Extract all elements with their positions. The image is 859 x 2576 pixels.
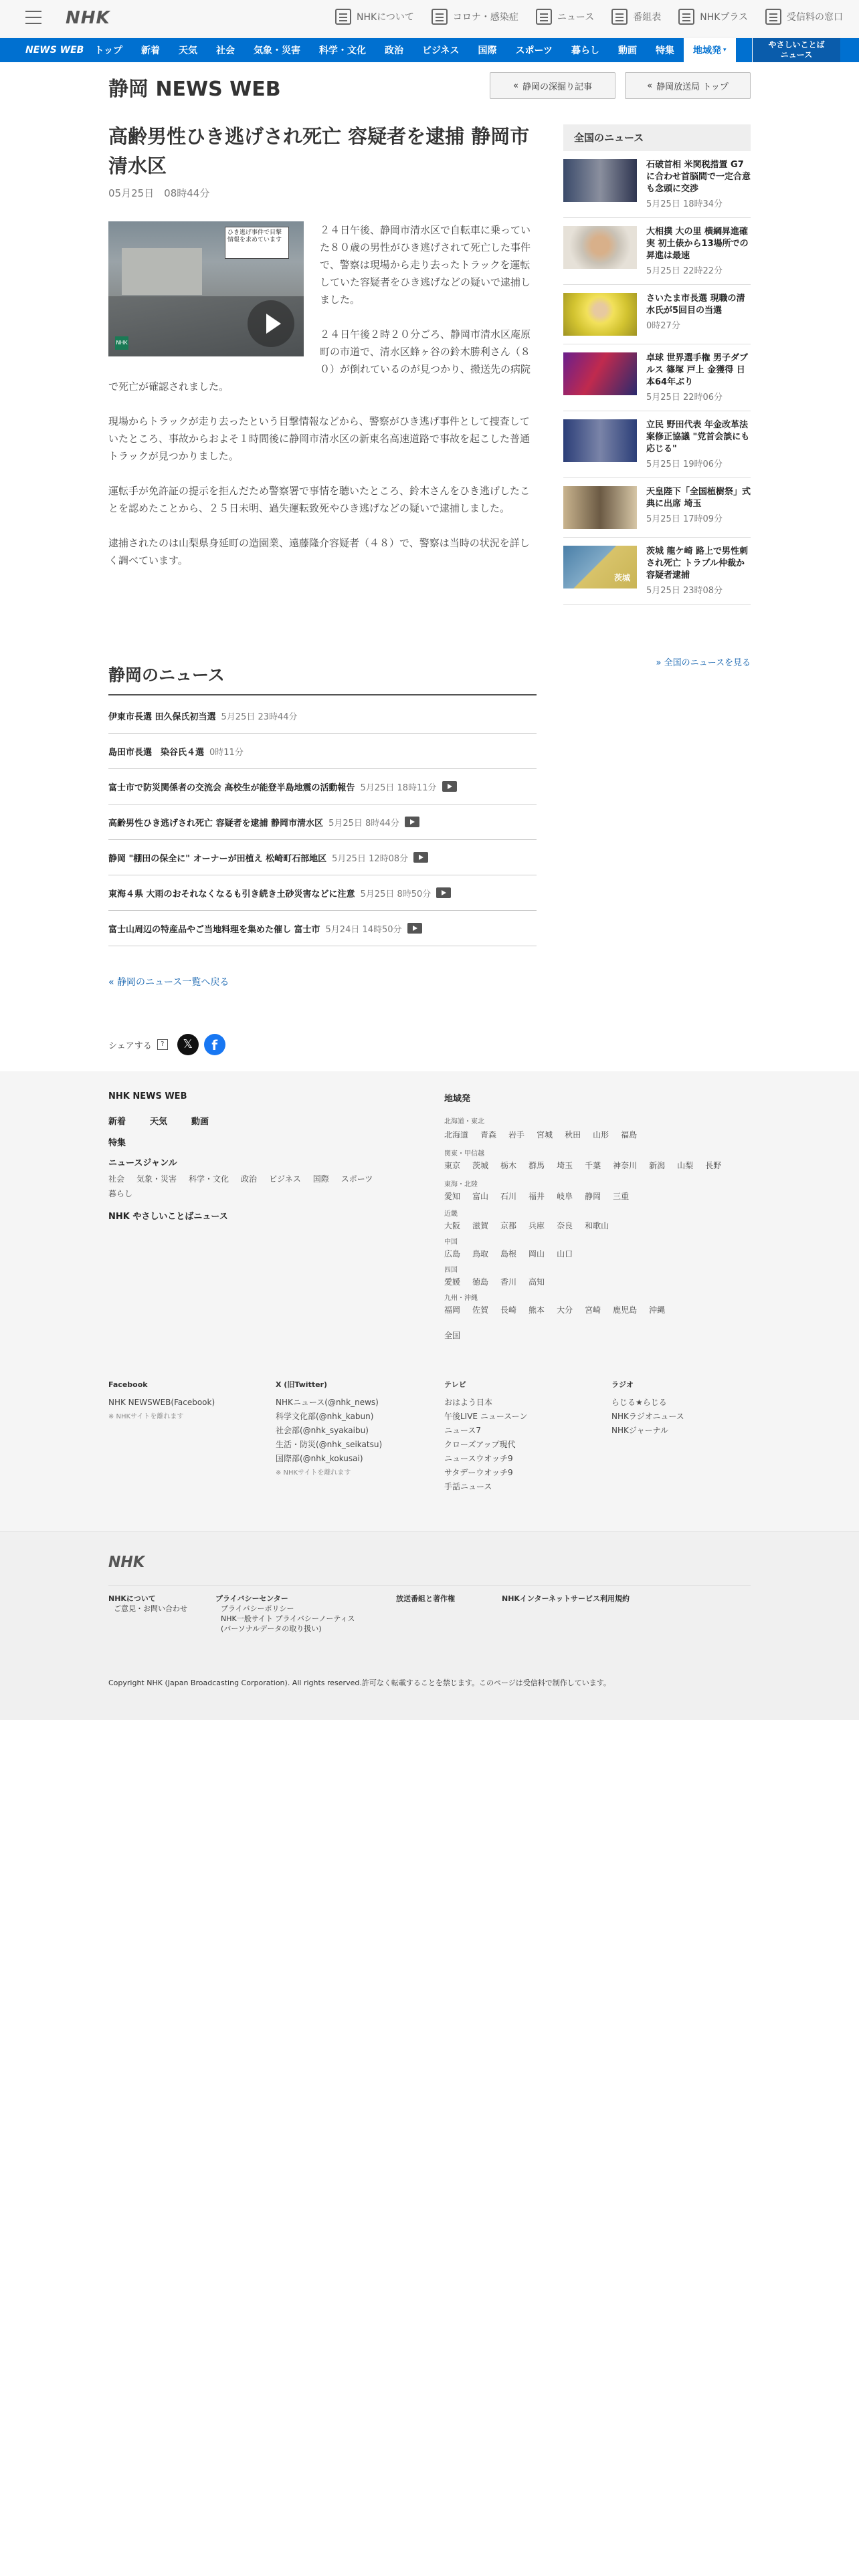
- nav-item-society[interactable]: 社会: [215, 45, 235, 56]
- station-top-button[interactable]: « 静岡放送局 トップ: [625, 72, 751, 99]
- pref-link[interactable]: 奈良: [557, 1221, 573, 1230]
- national-link[interactable]: 全国: [444, 1331, 461, 1340]
- video-icon: [405, 817, 419, 827]
- news-thumbnail: [563, 352, 637, 395]
- pref-link[interactable]: 岡山: [529, 1249, 545, 1259]
- pref-link[interactable]: 福岡: [444, 1305, 461, 1315]
- nav-item-sports[interactable]: スポーツ: [515, 45, 553, 56]
- nhk-logo[interactable]: NHK: [66, 8, 110, 28]
- region-national-row: [444, 1329, 460, 1341]
- sidebar-news-item[interactable]: さいたま市長選 現職の清水氏が5回目の当選 0時27分: [563, 285, 751, 344]
- footer-x-col: X (旧Twitter) NHKニュース(@nhk_news) 科学文化部(@nhk_kabun) 社会部(@nhk_syakaibu) 生活・防災(@nhk_seikatsu) 国際部(@nhk_kokusai) ※ NHKサイトを離れます: [276, 1380, 383, 1477]
- region-pref-row: [444, 1304, 665, 1315]
- article-video-thumbnail[interactable]: [108, 221, 304, 356]
- nhk-plus-icon: [678, 9, 694, 25]
- map-label: 茨城: [613, 573, 630, 582]
- pref-link[interactable]: 群馬: [529, 1161, 545, 1170]
- nav-item-video[interactable]: 動画: [618, 45, 637, 56]
- news-icon: [536, 9, 552, 25]
- footer-genre-link[interactable]: 国際: [312, 1174, 329, 1184]
- share-bar: [108, 1034, 225, 1055]
- chevron-left-icon: «: [108, 977, 118, 988]
- footer-genre-link[interactable]: スポーツ: [341, 1174, 373, 1184]
- region-group-label: 関東・甲信越: [444, 1150, 484, 1158]
- sidebar-news-item[interactable]: 卓球 世界選手権 男子ダブルス 篠塚 戸上 金獲得 日本64年ぶり 5月25日 22時06分: [563, 344, 751, 411]
- news-thumbnail: [563, 486, 637, 529]
- footer-tv-col: テレビ おはよう日本 午後LIVE ニュースーン ニュース7 クローズアップ現代 ニュースウオッチ9 サタデーウオッチ9 手話ニュース: [444, 1380, 528, 1491]
- pref-link[interactable]: 三重: [613, 1192, 630, 1201]
- pref-link[interactable]: 宮崎: [585, 1305, 601, 1315]
- pref-link[interactable]: 滋賀: [472, 1221, 489, 1230]
- pref-link[interactable]: 鹿児島: [613, 1305, 638, 1315]
- thumbnail-sign: ひき逃げ事件で目撃 情報を求めています: [225, 227, 289, 259]
- footer-genre-link[interactable]: ビジネス: [269, 1174, 301, 1184]
- article-paragraph: 逮捕されたのは山梨県身延町の造園業、遠藤隆介容疑者（４８）で、警察は当時の状況を詳しく調べています。: [108, 537, 530, 566]
- back-to-local-list-link[interactable]: « 静岡のニュース一覧へ戻る: [108, 977, 229, 988]
- radio-link[interactable]: NHKジャーナル: [611, 1426, 669, 1435]
- nav-item-life[interactable]: 暮らし: [571, 45, 599, 56]
- pref-link[interactable]: 兵庫: [529, 1221, 545, 1230]
- pref-link[interactable]: 島根: [500, 1249, 517, 1259]
- tv-link[interactable]: 午後LIVE ニュースーン: [444, 1412, 528, 1421]
- region-pref-row: [444, 1190, 629, 1202]
- pref-link[interactable]: 山口: [557, 1249, 573, 1259]
- footer-genres: [108, 1173, 373, 1184]
- article-date: 05月25日 08時44分: [108, 187, 210, 199]
- article-body: [108, 221, 537, 569]
- pref-link[interactable]: 福島: [621, 1130, 638, 1140]
- footer-link-special[interactable]: 特集: [108, 1138, 126, 1148]
- pref-link[interactable]: 山形: [593, 1130, 609, 1140]
- region-group-label: 九州・沖縄: [444, 1295, 478, 1302]
- legal-link[interactable]: プライバシーセンター: [215, 1594, 288, 1603]
- pref-link[interactable]: 静岡: [585, 1192, 601, 1201]
- copyright: Copyright NHK (Japan Broadcasting Corporation). All rights reserved.許可なく転載することを禁じます。このページは受信料で制作しています。: [108, 1679, 611, 1687]
- chevron-down-icon: ▾: [723, 47, 727, 53]
- play-icon[interactable]: [248, 300, 294, 347]
- sidebar-news-item[interactable]: 立民 野田代表 年金改革法案修正協議 "党首会談にも応じる" 5月25日 19時06分: [563, 411, 751, 478]
- footer-nhk-logo[interactable]: NHK: [108, 1554, 145, 1571]
- local-news-list: [108, 698, 537, 946]
- global-links: [335, 9, 843, 25]
- article-paragraph: ２４日午後、静岡市清水区で自転車に乗っていた８０歳の男性がひき逃げされて死亡した事件で、警察は現場から走り去ったトラックを運転していた容疑者をひき逃げなどの疑いで逮捕しました。: [320, 224, 531, 306]
- pref-link[interactable]: 広島: [444, 1249, 461, 1259]
- chevron-left-icon: «: [647, 80, 653, 91]
- footer-facebook-col: Facebook NHK NEWSWEB(Facebook) ※ NHKサイトを離れます: [108, 1380, 215, 1420]
- x-link[interactable]: 生活・防災(@nhk_seikatsu): [276, 1440, 383, 1449]
- radio-link[interactable]: らじる★らじる: [611, 1398, 667, 1407]
- video-icon: [407, 923, 422, 934]
- footer-genre-link[interactable]: 科学・文化: [189, 1174, 229, 1184]
- x-link[interactable]: 科学文化部(@nhk_kabun): [276, 1412, 374, 1421]
- sidebar-news-item[interactable]: 大相撲 大の里 横綱昇進確実 初土俵から13場所での昇進は最速 5月25日 22時22分: [563, 218, 751, 285]
- sidebar-title: 全国のニュース: [563, 124, 751, 151]
- x-link[interactable]: NHKニュース(@nhk_news): [276, 1398, 379, 1407]
- pref-link[interactable]: 長崎: [500, 1305, 517, 1315]
- list-item[interactable]: 富士山周辺の特産品やご当地料理を集めた催し 富士市 5月24日 14時50分: [108, 911, 537, 946]
- pref-link[interactable]: 大分: [557, 1305, 573, 1315]
- region-pref-row: [444, 1248, 573, 1259]
- nav-item-top[interactable]: トップ: [94, 45, 122, 56]
- thumbnail-building: [122, 248, 202, 295]
- chevron-right-icon: »: [656, 658, 664, 668]
- nav-brand[interactable]: NEWS WEB: [25, 45, 84, 56]
- x-link[interactable]: 社会部(@nhk_syakaibu): [276, 1426, 369, 1435]
- article: [108, 122, 537, 586]
- region-pref-row: [444, 1276, 545, 1287]
- tv-link[interactable]: クローズアップ現代: [444, 1440, 516, 1449]
- pref-link[interactable]: 山梨: [677, 1161, 694, 1170]
- sidebar-news-item[interactable]: 石破首相 米関税措置 G7に合わせ首脳間で一定合意も念頭に交渉 5月25日 18時34分: [563, 151, 751, 218]
- corona-icon: [432, 9, 448, 25]
- main-nav: [0, 38, 859, 62]
- pref-link[interactable]: 宮城: [537, 1130, 553, 1140]
- nhk-watermark-icon: NHK: [115, 336, 128, 350]
- footer-genre-link[interactable]: 政治: [241, 1174, 258, 1184]
- top-bar: [0, 0, 859, 37]
- news-thumbnail: [563, 419, 637, 462]
- legal-link[interactable]: 放送番組と著作権: [396, 1594, 455, 1603]
- global-link-news[interactable]: ニュース: [536, 9, 594, 25]
- video-icon: [413, 852, 428, 863]
- list-item[interactable]: 富士市で防災関係者の交流会 高校生が能登半島地震の活動報告 5月25日 18時11分: [108, 769, 537, 804]
- footer-brand[interactable]: NHK NEWS WEB: [108, 1091, 187, 1101]
- region-group-label: 中国: [444, 1239, 458, 1246]
- video-icon: [436, 887, 451, 898]
- nav-item-disaster[interactable]: 気象・災害: [253, 45, 300, 56]
- tv-link[interactable]: おはよう日本: [444, 1398, 493, 1407]
- sidebar-national-news: [563, 124, 751, 605]
- deep-dive-button[interactable]: « 静岡の深掘り記事: [490, 72, 615, 99]
- region-group-label: 東海・北陸: [444, 1181, 478, 1188]
- pref-link[interactable]: 岩手: [508, 1130, 525, 1140]
- pref-link[interactable]: 青森: [480, 1130, 497, 1140]
- footer-legal-links: [108, 1585, 751, 1634]
- news-thumbnail: [563, 293, 637, 336]
- footer-link-new[interactable]: 新着: [108, 1117, 126, 1127]
- region-pref-row: [444, 1220, 609, 1231]
- legal-note: (パーソナルデータの取り扱い): [221, 1624, 322, 1633]
- tv-link[interactable]: 手話ニュース: [444, 1482, 492, 1491]
- region-group-label: 四国: [444, 1267, 458, 1274]
- pref-link[interactable]: 北海道: [444, 1130, 469, 1140]
- global-link-schedule[interactable]: 番組表: [611, 9, 661, 25]
- pref-link[interactable]: 高知: [529, 1277, 545, 1287]
- pref-link[interactable]: 大阪: [444, 1221, 461, 1230]
- article-paragraph: 現場からトラックが走り去ったという目撃情報などから、警察がひき逃げ事件として捜査していたところ、事故からおよそ１時間後に静岡市清水区の新東名高速道路で事故を起こした普通トラックが見つかりました。: [108, 415, 531, 462]
- pref-link[interactable]: 富山: [472, 1192, 489, 1201]
- legal-link[interactable]: NHKについて: [108, 1594, 156, 1603]
- video-icon: [442, 781, 457, 792]
- help-icon[interactable]: ?: [157, 1039, 168, 1050]
- footer-genre-link[interactable]: 社会: [108, 1174, 125, 1184]
- legal-link[interactable]: ご意見・お問い合わせ: [114, 1604, 187, 1613]
- footer-link-video[interactable]: 動画: [191, 1117, 209, 1127]
- pref-link[interactable]: 鳥取: [472, 1249, 489, 1259]
- footer-radio-col: ラジオ らじる★らじる NHKラジオニュース NHKジャーナル: [611, 1380, 684, 1435]
- article-paragraph: 運転手が免許証の提示を拒んだため警察署で事情を聴いたところ、鈴木さんをひき逃げしたことを認めたことから、２５日未明、過失運転致死やひき逃げなどの疑いで逮捕しました。: [108, 485, 531, 514]
- legal-link[interactable]: NHK一般サイト プライバシーノーティス: [221, 1614, 355, 1623]
- pref-link[interactable]: 京都: [500, 1221, 517, 1230]
- region-group-label: 北海道・東北: [444, 1118, 484, 1125]
- news-thumbnail: [563, 226, 637, 269]
- list-item[interactable]: 東海４県 大雨のおそれなくなるも引き続き土砂災害などに注意 5月25日 8時50分: [108, 875, 537, 911]
- see-all-national-link[interactable]: » 全国のニュースを見る: [656, 658, 751, 668]
- article-title: 高齢男性ひき逃げされ死亡 容疑者を逮捕 静岡市清水区: [108, 125, 530, 177]
- pref-link[interactable]: 東京: [444, 1161, 461, 1170]
- facebook-link[interactable]: NHK NEWSWEB(Facebook): [108, 1398, 215, 1407]
- pref-link[interactable]: 埼玉: [557, 1161, 573, 1170]
- region-pref-row: [444, 1160, 721, 1171]
- region-pref-row: [444, 1129, 637, 1140]
- pref-link[interactable]: 岐阜: [557, 1192, 573, 1201]
- pref-link[interactable]: 茨城: [472, 1161, 489, 1170]
- list-item[interactable]: 伊東市長選 田久保氏初当選 5月25日 23時44分: [108, 698, 537, 734]
- pref-link[interactable]: 香川: [500, 1277, 517, 1287]
- footer-link-weather[interactable]: 天気: [150, 1117, 168, 1127]
- nav-item-weather[interactable]: 天気: [178, 45, 197, 56]
- global-link-nhk-plus[interactable]: NHKプラス: [678, 9, 748, 25]
- news-thumbnail: [563, 159, 637, 202]
- pref-link[interactable]: 秋田: [565, 1130, 581, 1140]
- pref-link[interactable]: 新潟: [649, 1161, 666, 1170]
- pref-link[interactable]: 徳島: [472, 1277, 489, 1287]
- pref-link[interactable]: 和歌山: [585, 1221, 609, 1230]
- radio-link[interactable]: NHKラジオニュース: [611, 1412, 684, 1421]
- x-link[interactable]: 国際部(@nhk_kokusai): [276, 1454, 363, 1463]
- news-thumbnail-map: [563, 546, 637, 588]
- footer-genres-2: [108, 1188, 132, 1199]
- global-link-fee[interactable]: 受信料の窓口: [765, 9, 843, 25]
- menu-icon[interactable]: [25, 11, 41, 25]
- nav-item-politics[interactable]: 政治: [384, 45, 403, 56]
- facebook-share-icon[interactable]: f: [204, 1034, 225, 1055]
- legal-link[interactable]: プライバシーポリシー: [221, 1604, 294, 1613]
- footer-region-title: 地域発: [444, 1094, 471, 1104]
- share-label: シェアする: [108, 1041, 152, 1051]
- list-item[interactable]: 高齢男性ひき逃げされ死亡 容疑者を逮捕 静岡市清水区 5月25日 8時44分: [108, 804, 537, 840]
- footer-genre-link[interactable]: 暮らし: [108, 1189, 133, 1198]
- footer-genre-title: ニュースジャンル: [108, 1158, 177, 1168]
- pref-link[interactable]: 佐賀: [472, 1305, 489, 1315]
- nhk-about-icon: [335, 9, 351, 25]
- nav-item-business[interactable]: ビジネス: [421, 45, 460, 56]
- pref-link[interactable]: 神奈川: [613, 1161, 638, 1170]
- nav-item-region[interactable]: 地域発 ▾: [684, 38, 736, 62]
- tv-link[interactable]: サタデーウオッチ9: [444, 1468, 513, 1477]
- tv-link[interactable]: ニュース7: [444, 1426, 482, 1435]
- region-group-label: 近畿: [444, 1210, 458, 1218]
- pref-link[interactable]: 沖縄: [649, 1305, 666, 1315]
- nav-item-new[interactable]: 新着: [140, 45, 160, 56]
- sidebar-news-item[interactable]: 天皇陛下「全国植樹祭」式典に出席 埼玉 5月25日 17時09分: [563, 478, 751, 538]
- pref-link[interactable]: 千葉: [585, 1161, 601, 1170]
- list-item[interactable]: 島田市長選 染谷氏４選 0時11分: [108, 734, 537, 769]
- chevron-left-icon: «: [513, 80, 518, 91]
- global-link-about[interactable]: NHKについて: [335, 9, 414, 25]
- pref-link[interactable]: 愛知: [444, 1192, 461, 1201]
- pref-link[interactable]: 栃木: [500, 1161, 517, 1170]
- list-item[interactable]: 静岡 "棚田の保全に" オーナーが田植え 松崎町石部地区 5月25日 12時08分: [108, 840, 537, 875]
- nav-easy-news[interactable]: やさしいことば ニュース: [752, 38, 840, 62]
- sidebar-news-item[interactable]: 茨城 茨城 龍ケ崎 路上で男性刺され死亡 トラブル仲裁か 容疑者逮捕 5月25日 23時08分: [563, 538, 751, 605]
- pref-link[interactable]: 愛媛: [444, 1277, 461, 1287]
- pref-link[interactable]: 福井: [529, 1192, 545, 1201]
- nav-item-special[interactable]: 特集: [656, 45, 674, 56]
- nav-item-science[interactable]: 科学・文化: [318, 45, 366, 56]
- nav-item-international[interactable]: 国際: [478, 45, 497, 56]
- global-link-corona[interactable]: コロナ・感染症: [432, 9, 518, 25]
- pref-link[interactable]: 石川: [500, 1192, 517, 1201]
- pref-link[interactable]: 長野: [705, 1161, 722, 1170]
- article-paragraph: ２４日午後２時２０分ごろ、静岡市清水区庵原町の市道で、清水区蜂ヶ谷の鈴木勝利さん（８０）が倒れているのが見つかり、搬送先の病院で死亡が確認されました。: [108, 328, 531, 393]
- site-title[interactable]: 静岡 NEWS WEB: [108, 78, 281, 101]
- x-share-icon[interactable]: 𝕏: [177, 1034, 199, 1055]
- fee-icon: [765, 9, 781, 25]
- schedule-icon: [611, 9, 628, 25]
- tv-link[interactable]: ニュースウオッチ9: [444, 1454, 513, 1463]
- legal-link[interactable]: NHKインターネットサービス利用規約: [502, 1594, 630, 1603]
- footer-main-links: [108, 1114, 209, 1127]
- footer-easy-news-link[interactable]: NHK やさしいことばニュース: [108, 1212, 228, 1222]
- pref-link[interactable]: 熊本: [529, 1305, 545, 1315]
- footer-genre-link[interactable]: 気象・災害: [136, 1174, 177, 1184]
- local-news-title: 静岡のニュース: [108, 662, 537, 695]
